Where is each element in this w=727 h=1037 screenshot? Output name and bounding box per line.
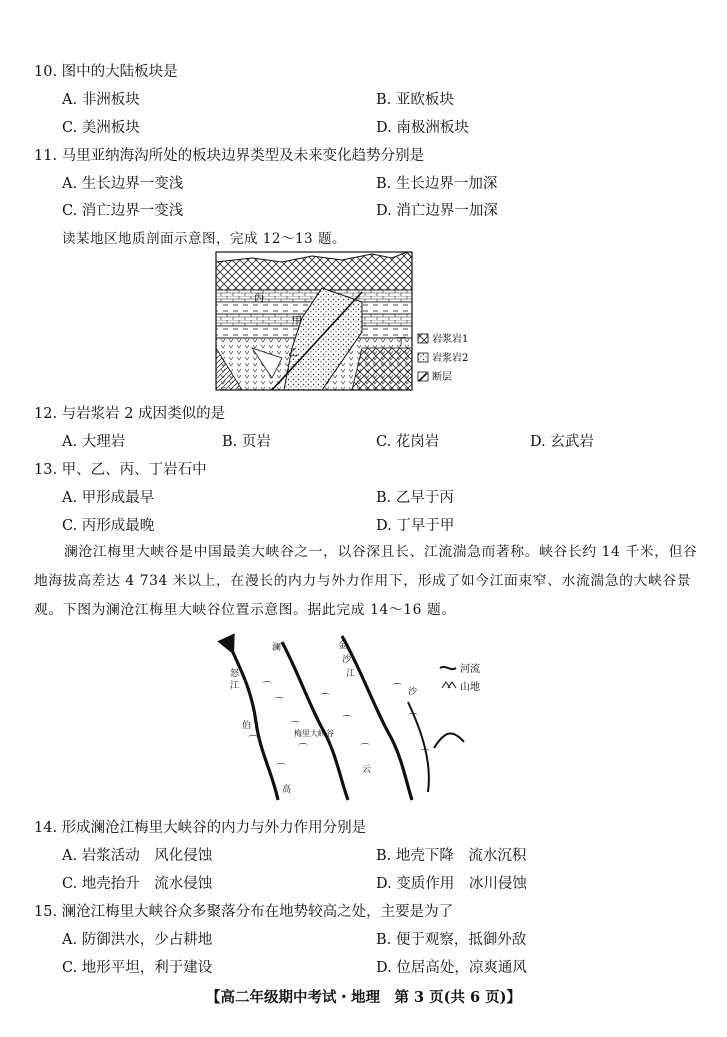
mountain-glyphs [248, 681, 430, 775]
intro-14-16: 澜沧江梅里大峡谷是中国最美大峡谷之一，以谷深且长、江流湍急而著称。峡谷长约 14 千米，但谷地海拔高差达 4 734 米以上，在漫长的内力与外力作用下，形成了如今江面束窄、水流湍急的大峡谷景观。下图为澜沧江梅里大峡谷位置示意图。据此完成 14～16 题。 [34, 544, 698, 618]
q10-option-d: D. 南极洲板块 [376, 120, 469, 136]
q10-option-b: B. 亚欧板块 [376, 92, 454, 108]
q12-option-a: A. 大理岩 [62, 434, 126, 450]
svg-text:江: 江 [346, 669, 356, 679]
svg-text:高: 高 [282, 785, 292, 795]
legend-magma1: 岩浆岩1 [432, 334, 469, 345]
q11-option-b: B. 生长边界一加深 [376, 176, 498, 192]
q15-option-d: D. 位居高处，凉爽通风 [376, 960, 527, 976]
mountain-legend-icon [442, 682, 456, 688]
q15-option-c: C. 地形平坦，利于建设 [62, 960, 213, 976]
svg-text:沙: 沙 [342, 655, 352, 665]
q11-option-c: C. 消亡边界一变浅 [62, 203, 184, 219]
q15-option-b: B. 便于观察，抵御外敌 [376, 932, 527, 948]
label-bing: 丙 [254, 293, 264, 304]
q12-stem: 12. 与岩浆岩 2 成因类似的是 [34, 406, 226, 422]
label-yi: 乙 [288, 348, 298, 359]
q11-option-a: A. 生长边界一变浅 [62, 176, 184, 192]
svg-text:⌒: ⌒ [342, 716, 352, 727]
q15-stem: 15. 澜沧江梅里大峡谷众多聚落分布在地势较高之处，主要是为了 [34, 904, 454, 920]
river-legend-icon [440, 667, 456, 669]
svg-text:⌒: ⌒ [274, 698, 284, 709]
q13-option-b: B. 乙早于丙 [376, 490, 454, 506]
legend-swatch-magma2 [418, 353, 428, 362]
svg-text:⌒: ⌒ [290, 722, 300, 733]
label-jia: 甲 [292, 316, 302, 327]
legend-fault: 断层 [432, 372, 452, 383]
q10-option-c: C. 美洲板块 [62, 120, 140, 136]
q11-option-d: D. 消亡边界一加深 [376, 203, 498, 219]
svg-text:⌒: ⌒ [392, 684, 402, 695]
q12-option-b: B. 页岩 [222, 434, 271, 450]
q12-option-d: D. 玄武岩 [530, 434, 594, 450]
q14-option-d: D. 变质作用 冰川侵蚀 [376, 876, 527, 892]
q13-option-d: D. 丁早于甲 [376, 518, 455, 534]
svg-text:⌒: ⌒ [248, 736, 258, 747]
svg-text:⌒: ⌒ [420, 750, 430, 761]
q14-option-b: B. 地壳下降 流水沉积 [376, 848, 527, 864]
svg-text:沙: 沙 [408, 687, 418, 697]
svg-text:澜: 澜 [272, 643, 282, 653]
q13-stem: 13. 甲、乙、丙、丁岩石中 [34, 462, 207, 478]
svg-text:⌒: ⌒ [276, 764, 286, 775]
river-jinsha [342, 636, 412, 800]
geologic-section-figure [212, 248, 522, 394]
q14-option-c: C. 地壳抬升 流水侵蚀 [62, 876, 213, 892]
legend-magma2: 岩浆岩2 [432, 353, 469, 364]
svg-text:⌒: ⌒ [408, 714, 418, 725]
map-legend [440, 662, 480, 693]
page-footer: 【高二年级期中考试・地理 第 3 页(共 6 页)】 [205, 989, 522, 1006]
section-block [216, 252, 412, 390]
q13-option-a: A. 甲形成最早 [62, 490, 155, 506]
svg-text:⌒: ⌒ [298, 744, 308, 755]
svg-text:江: 江 [230, 681, 240, 691]
label-ding: 丁 [396, 337, 406, 348]
svg-text:⌒: ⌒ [262, 682, 272, 693]
q14-stem: 14. 形成澜沧江梅里大峡谷的内力与外力作用分别是 [34, 820, 367, 836]
map-label-nujiang: 怒 [230, 669, 240, 679]
svg-text:伯: 伯 [242, 721, 252, 731]
svg-text:金: 金 [338, 641, 348, 651]
svg-text:⌒: ⌒ [360, 744, 370, 755]
q12-option-c: C. 花岗岩 [376, 434, 440, 450]
q15-option-a: A. 防御洪水，少占耕地 [62, 932, 213, 948]
river-lancang [282, 642, 348, 800]
intro-12-13: 读某地区地质剖面示意图，完成 12～13 题。 [62, 231, 346, 247]
q13-option-c: C. 丙形成最晚 [62, 518, 155, 534]
legend-mountain: 山地 [460, 682, 480, 693]
canyon-map-figure [212, 632, 512, 804]
q11-stem: 11. 马里亚纳海沟所处的板块边界类型及未来变化趋势分别是 [34, 148, 425, 164]
q14-option-a: A. 岩浆活动 风化侵蚀 [62, 848, 213, 864]
svg-text:云: 云 [362, 765, 372, 775]
legend-river: 河流 [460, 664, 480, 675]
q10-stem: 10. 图中的大陆板块是 [34, 64, 178, 80]
map-label-canyon: 梅里大峡谷 [294, 729, 334, 738]
section-legend [418, 332, 468, 383]
svg-text:⌒: ⌒ [320, 694, 330, 705]
legend-swatch-magma1 [418, 334, 428, 343]
q10-option-a: A. 非洲板块 [62, 92, 140, 108]
